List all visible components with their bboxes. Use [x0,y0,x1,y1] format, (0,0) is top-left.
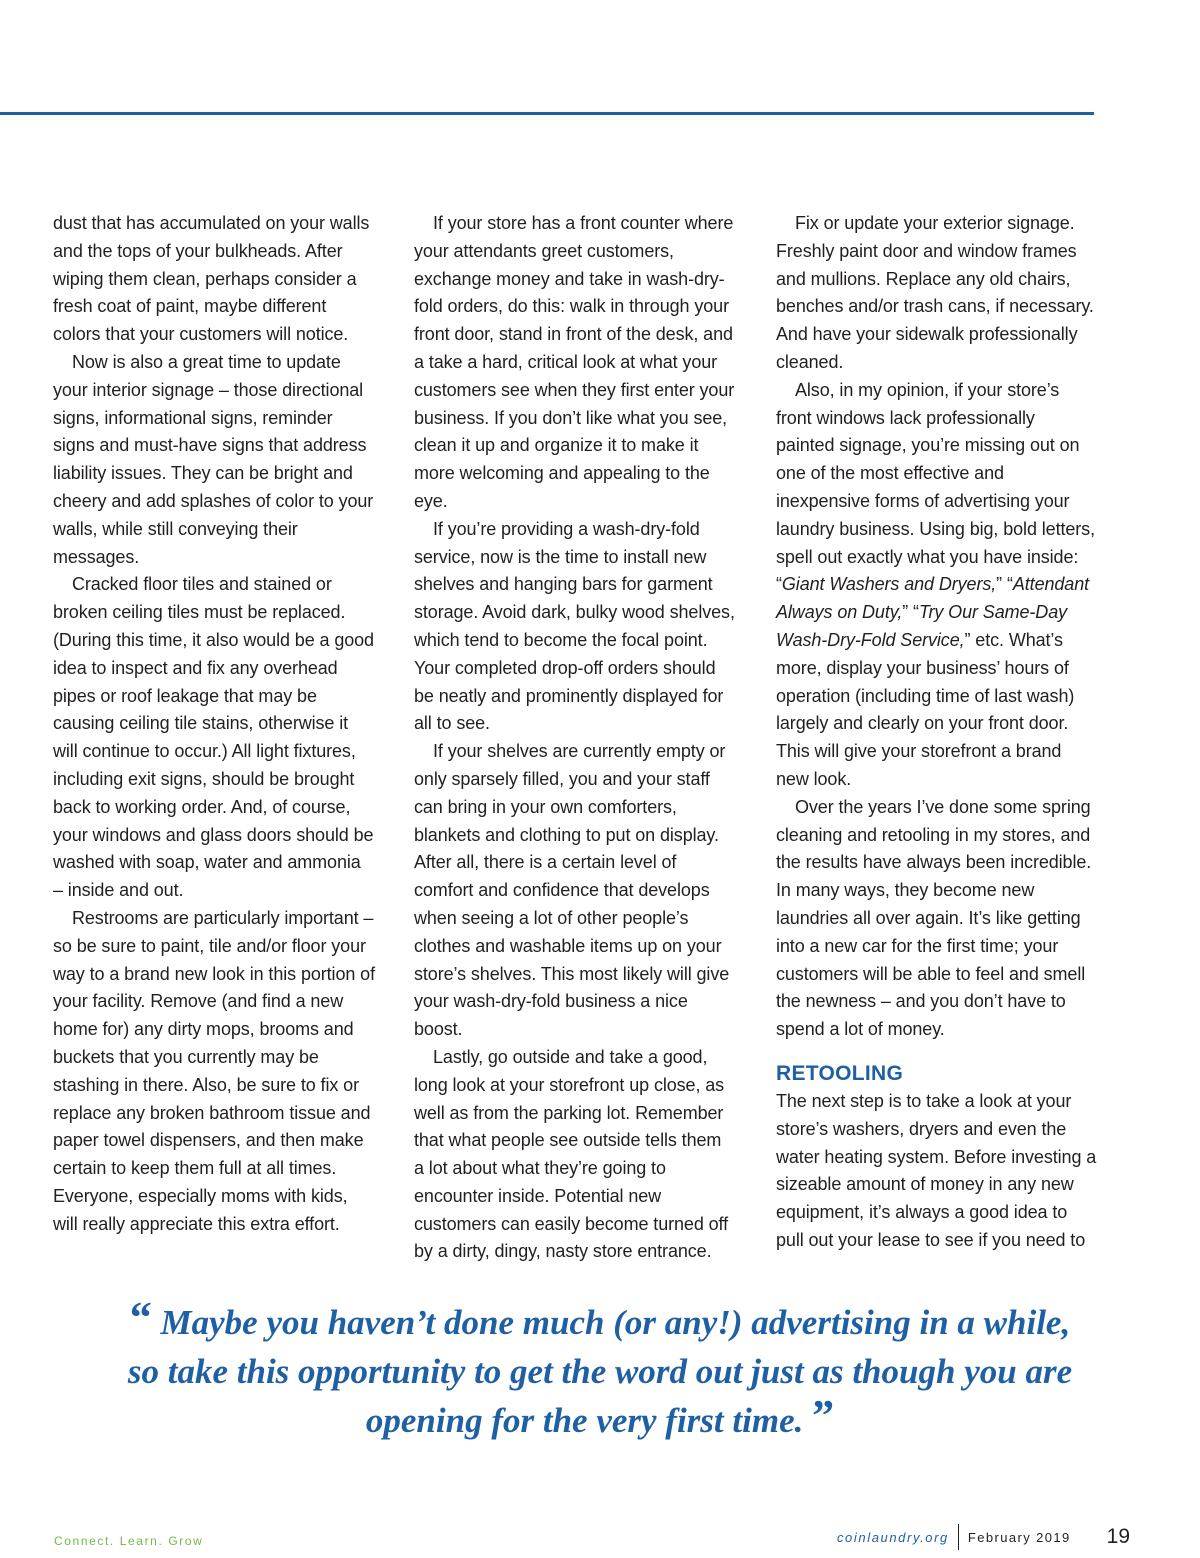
header-rule [0,112,1094,115]
paragraph: Fix or update your exterior signage. Freshly paint door and window frames and mullions. Replace any old chairs, benches and/or trash cans, if necessary. And have your sidewalk professionally cleaned. [776,213,1094,372]
sign-example: Giant Washers and Dryers, [781,574,997,595]
paragraph: Now is also a great time to update your interior signage – those directional signs, informational signs, reminder signs and must-have signs that address liability issues. They can be bright and cheery and add splashes of color to your walls, while still conveying their messages. [53,351,374,567]
sign-example: Try Our Same-Day Wash-Dry-Fold Service, [776,602,1068,650]
pull-quote [110,1293,1090,1445]
paragraph: Restrooms are particularly important – so be sure to paint, tile and/or floor your way to a brand new look in this portion of your facility. Remove (and find a new home for) any dirty mops, brooms and buckets that you currently may be stashing in there. Also, be sure to fix or replace any broken bathroom tissue and paper towel dispensers, and then make certain to keep them full at all times. Everyone, especially moms with kids, will really appreciate this extra effort. [53,907,375,1234]
paragraph: Cracked floor tiles and stained or broken ceiling tiles must be replaced. (During this time, it also would be a good idea to inspect and fix any overhead pipes or roof leakage that may be causing ceiling tile stains, otherwise it will continue to occur.) All light fixtures, including exit signs, should be brought back to working order. And, of course, your windows and glass doors should be washed with soap, water and ammonia – inside and out. [53,574,374,901]
footer-tagline: Connect. Learn. Grow [54,1534,204,1548]
article-column-1 [53,210,375,1238]
paragraph: If your store has a front counter where your attendants greet customers, exchange money and take in wash-dry-fold orders, do this: walk in through your front door, stand in front of the desk, and a take a hard, critical look at what your customers see when they first enter your business. If you don’t like what you see, clean it up and organize it to make it more welcoming and appealing to the eye. [414,213,735,511]
paragraph: If you’re providing a wash-dry-fold service, now is the time to install new shelves and hanging bars for garment storage. Avoid dark, bulky wood shelves, which tend to become the focal point. Your completed drop-off orders should be neatly and prominently displayed for all to see. [414,518,735,734]
open-quote-mark: “ [129,1293,152,1342]
sign-example: Attendant Always on Duty, [776,574,1090,623]
page-number: 19 [1106,1525,1130,1548]
paragraph: dust that has accumulated on your walls and the tops of your bulkheads. After wiping them clean, perhaps consider a fresh coat of paint, maybe different colors that your customers will notice. [53,213,370,345]
quote-separator: ” “ [902,602,919,623]
footer-website: coinlaundry.org [836,1529,949,1545]
paragraph [776,377,1098,794]
paragraph: Lastly, go outside and take a good, long look at your storefront up close, as well as from the parking lot. Remember that what people see outside tells them a lot about what they’re going to encounter inside. Potential new customers can easily become turned off by a dirty, dingy, nasty store entrance. [414,1046,729,1262]
paragraph-text: ” etc. What’s more, display your business’ hours of operation (including time of last wash) largely and clearly on your front door. This will give your storefront a brand new look. [776,629,1075,789]
paragraph: The next step is to take a look at your store’s washers, dryers and even the water heating system. Before investing a sizeable amount of money in any new equipment, it’s always a good idea to pull out your lease to see if you need to [776,1090,1097,1250]
footer-divider [958,1524,959,1550]
article-column-3 [776,210,1098,1255]
pull-quote-text: Maybe you haven’t done much (or any!) advertising in a while, so take this opportunity to get the word out just as though you are opening for the very first time. [127,1303,1073,1440]
section-heading-retooling: RETOOLING [776,1061,904,1085]
close-quote-mark: ” [812,1391,835,1440]
paragraph-text: Also, in my opinion, if your store’s front windows lack professionally painted signage, you’re missing out on one of the most effective and inexpensive forms of advertising your laundry business. Using big, bold letters, spell out exactly what you have inside: “ [776,379,1095,595]
footer-info [837,1524,1130,1550]
footer-issue-date: February 2019 [967,1529,1071,1545]
quote-separator: ” “ [996,574,1013,595]
article-column-2 [414,210,736,1266]
paragraph: If your shelves are currently empty or only sparsely filled, you and your staff can bring in your own comforters, blankets and clothing to put on display. After all, there is a certain level of comfort and confidence that develops when seeing a lot of other people’s clothes and washable items up on your store’s shelves. This most likely will give your wash-dry-fold business a nice boost. [414,741,730,1040]
paragraph: Over the years I’ve done some spring cleaning and retooling in my stores, and the results have always been incredible. In many ways, they become new laundries all over again. It’s like getting into a new car for the first time; your customers will be able to feel and smell the newness – and you don’t have to spend a lot of money. [776,796,1092,1040]
